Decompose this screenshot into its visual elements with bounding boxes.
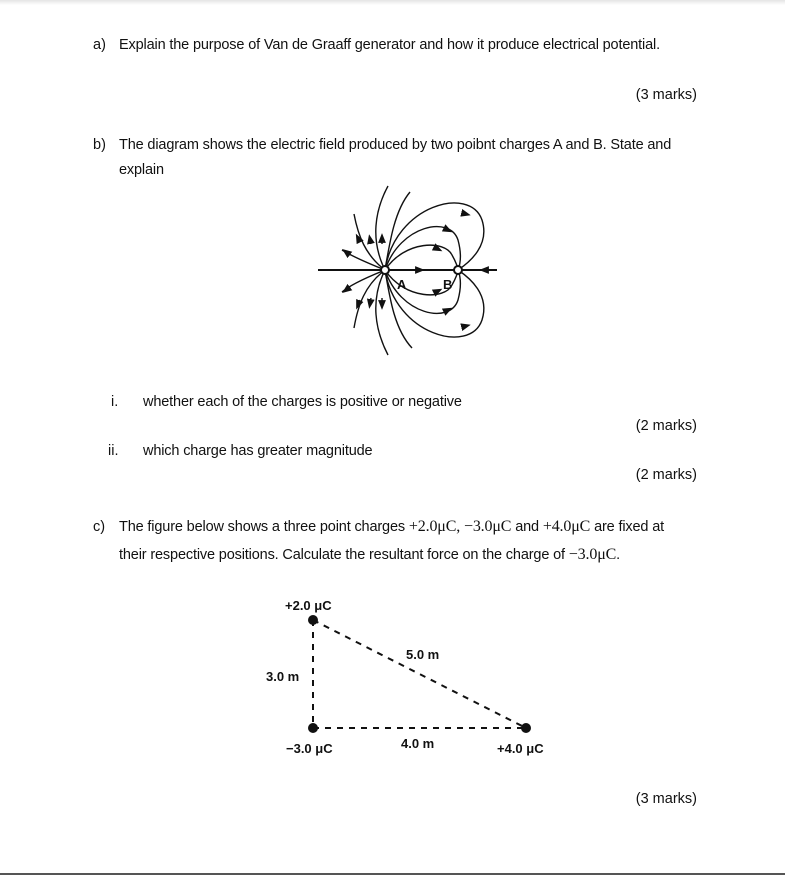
question-c-label: c) (93, 519, 106, 535)
question-a-text: Explain the purpose of Van de Graaff generator and how it produce electrical potential. (119, 37, 660, 53)
right-charge-label: +4.0 μC (497, 741, 544, 756)
charge-right-dot (521, 723, 531, 733)
question-c-marks: (3 marks) (635, 791, 697, 807)
subpart-ii-label: ii. (108, 443, 119, 459)
horizontal-distance-label: 4.0 m (401, 736, 435, 751)
question-c-text-line1: The figure below shows a three point charges +2.0μC, −3.0μC and +4.0μC are fixed at (119, 518, 665, 535)
target-charge-math: −3.0μC (568, 546, 617, 563)
charge-a-label: A (397, 277, 407, 292)
charge-2-math: −3.0μC (463, 518, 512, 535)
hypotenuse-distance-label: 5.0 m (406, 647, 440, 662)
charge-corner-dot (308, 723, 318, 733)
subpart-i-text: whether each of the charges is positive or negative (143, 394, 462, 410)
vertical-distance-label: 3.0 m (266, 669, 300, 684)
subpart-i-label: i. (111, 394, 119, 410)
corner-charge-label: −3.0 μC (286, 741, 333, 756)
charge-b-label: B (443, 277, 453, 292)
question-c-text-line2: their respective positions. Calculate the resultant force on the charge of −3.0μC. (119, 546, 621, 563)
subpart-i-marks: (2 marks) (635, 418, 697, 434)
top-charge-label: +2.0 μC (285, 598, 332, 613)
question-b-text-line1: The diagram shows the electric field produced by two poibnt charges A and B. State and (119, 137, 672, 153)
question-b-label: b) (93, 137, 106, 153)
subpart-ii-marks: (2 marks) (635, 467, 697, 483)
charge-1-math: +2.0μC (408, 518, 457, 535)
question-a-label: a) (93, 37, 106, 53)
question-a-marks: (3 marks) (635, 87, 697, 103)
question-b-text-line2: explain (119, 162, 164, 178)
charge-3-math: +4.0μC (542, 518, 591, 535)
subpart-ii-text: which charge has greater magnitude (143, 443, 373, 459)
charge-top-dot (308, 615, 318, 625)
